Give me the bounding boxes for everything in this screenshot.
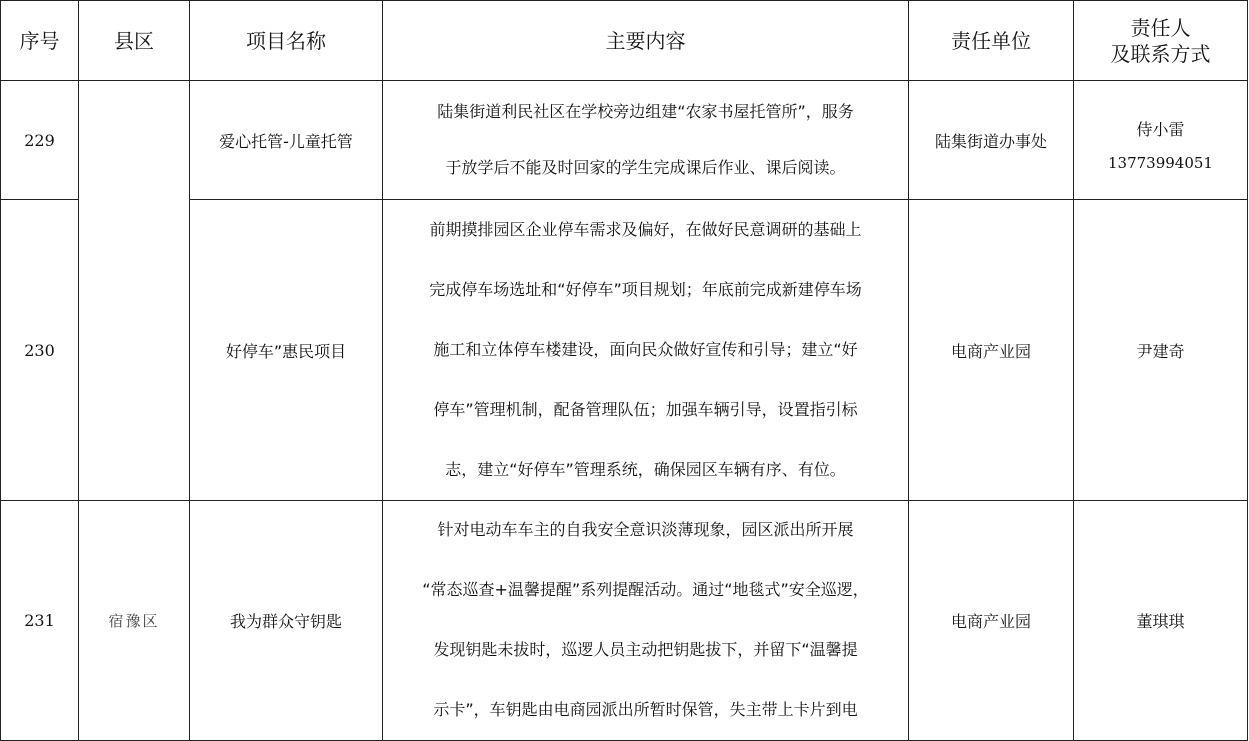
header-person bbox=[1074, 1, 1248, 81]
content-line: 完成停车场选址和“好停车”项目规划；年底前完成新建停车场 bbox=[429, 280, 862, 299]
header-project-name: 项目名称 bbox=[190, 1, 383, 81]
row-seq: 231 bbox=[1, 501, 79, 741]
header-seq: 序号 bbox=[1, 1, 79, 81]
header-row bbox=[1, 1, 1248, 81]
header-content: 主要内容 bbox=[383, 1, 909, 81]
row-content bbox=[383, 200, 909, 501]
row-county-empty bbox=[79, 81, 190, 501]
header-county: 县区 bbox=[79, 1, 190, 81]
person-name: 侍小雷 bbox=[1136, 119, 1185, 139]
content-line: 于放学后不能及时回家的学生完成课后作业、课后阅读。 bbox=[445, 158, 846, 177]
content-line: 停车”管理机制，配备管理队伍；加强车辆引导，设置指引标 bbox=[433, 400, 858, 419]
row-unit: 电商产业园 bbox=[909, 200, 1074, 501]
content-line: 示卡”，车钥匙由电商园派出所暂时保管，失主带上卡片到电 bbox=[433, 700, 858, 719]
row-project-name: 我为群众守钥匙 bbox=[190, 501, 383, 741]
row-seq: 229 bbox=[1, 81, 79, 200]
content-line: “常态巡查+温馨提醒”系列提醒活动。通过“地毯式”安全巡逻， bbox=[422, 580, 869, 599]
row-project-name: 好停车”惠民项目 bbox=[190, 200, 383, 501]
row-unit: 电商产业园 bbox=[909, 501, 1074, 741]
table-row bbox=[1, 501, 1248, 741]
content-line: 陆集街道利民社区在学校旁边组建“农家书屋托管所”，服务 bbox=[437, 102, 854, 121]
row-content bbox=[383, 501, 909, 741]
row-unit: 陆集街道办事处 bbox=[909, 81, 1074, 200]
row-project-name: 爱心托管-儿童托管 bbox=[190, 81, 383, 200]
content-line: 发现钥匙未拔时，巡逻人员主动把钥匙拔下，并留下“温馨提 bbox=[433, 640, 858, 659]
row-content bbox=[383, 81, 909, 200]
content-line: 施工和立体停车楼建设，面向民众做好宣传和引导；建立“好 bbox=[433, 340, 858, 359]
header-person-line1: 责任人 bbox=[1130, 15, 1191, 40]
row-seq: 230 bbox=[1, 200, 79, 501]
content-line: 前期摸排园区企业停车需求及偏好，在做好民意调研的基础上 bbox=[429, 220, 862, 239]
row-county: 宿豫区 bbox=[79, 501, 190, 741]
row-person: 尹建奇 bbox=[1074, 200, 1248, 501]
content-line: 志，建立“好停车”管理系统，确保园区车辆有序、有位。 bbox=[445, 460, 846, 479]
header-person-line2: 及联系方式 bbox=[1110, 41, 1211, 66]
row-person: 董琪琪 bbox=[1074, 501, 1248, 741]
person-phone: 13773994051 bbox=[1108, 153, 1213, 172]
row-person bbox=[1074, 81, 1248, 200]
content-line: 针对电动车车主的自我安全意识淡薄现象，园区派出所开展 bbox=[437, 520, 854, 539]
header-unit: 责任单位 bbox=[909, 1, 1074, 81]
table-row bbox=[1, 81, 1248, 200]
